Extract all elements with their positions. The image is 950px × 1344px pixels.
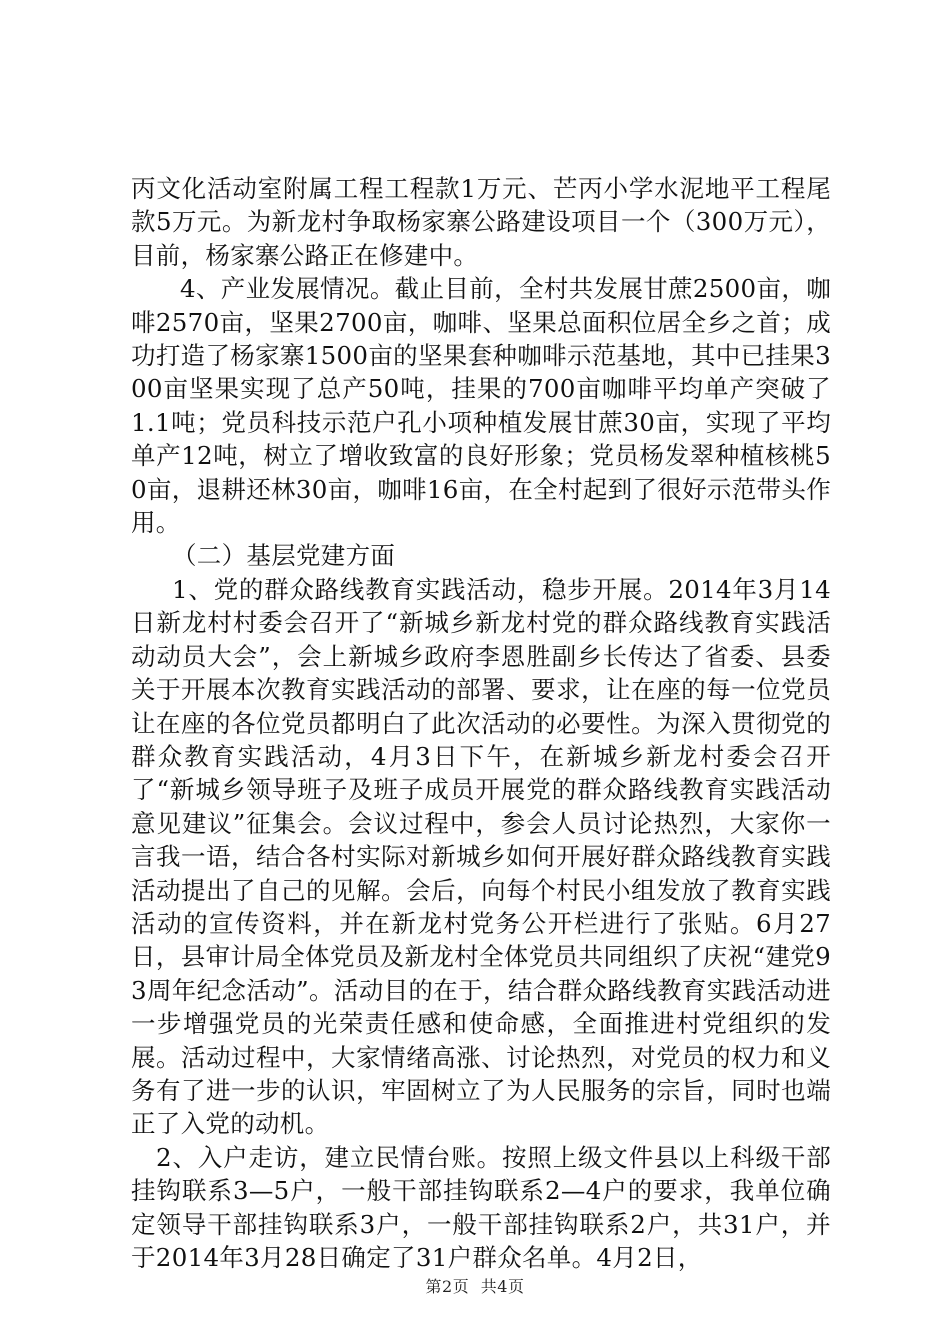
document-body [131,172,831,1274]
paragraph-mass-line-activity: 1、党的群众路线教育实践活动，稳步开展。2014年3月14日新龙村村委会召开了“新城乡新龙村党的群众路线教育实践活动动员大会”，会上新城乡政府李恩胜副乡长传达了省委、县委关于开展本次教育实践活动的部署、要求，让在座的每一位党员让在座的各位党员都明白了此次活动的必要性。为深入贯彻党的群众教育实践活动，4月3日下午，在新城乡新龙村委会召开了“新城乡领导班子及班子成员开展党的群众路线教育实践活动意见建议”征集会。会议过程中，参会人员讨论热烈，大家你一言我一语，结合各村实际对新城乡如何开展好群众路线教育实践活动提出了自己的见解。会后，向每个村民小组发放了教育实践活动的宣传资料，并在新龙村党务公开栏进行了张贴。6月27日，县审计局全体党员及新龙村全体党员共同组织了庆祝“建党93周年纪念活动”。活动目的在于，结合群众路线教育实践活动进一步增强党员的光荣责任感和使命感，全面推进村党组织的发展。活动过程中，大家情绪高涨、讨论热烈，对党员的权力和义务有了进一步的认识，牢固树立了为人民服务的宗旨，同时也端正了入党的动机。 [131,574,832,1139]
page-number: 第2页 [425,1277,470,1296]
page-total: 共4页 [480,1277,525,1296]
page-footer [0,1277,950,1297]
paragraph-continuation: 丙文化活动室附属工程工程款1万元、芒丙小学水泥地平工程尾款5万元。为新龙村争取杨家寨公路建设项目一个（300万元），目前，杨家寨公路正在修建中。 [131,174,831,270]
paragraph-industry-development: 4、产业发展情况。截止目前，全村共发展甘蔗2500亩，咖啡2570亩，坚果2700亩，咖啡、坚果总面积位居全乡之首；成功打造了杨家寨1500亩的坚果套种咖啡示范基地，其中已挂果300亩坚果实现了总产50吨，挂果的700亩咖啡平均单产突破了1.1吨；党员科技示范户孔小项种植发展甘蔗30亩，实现了平均单产12吨，树立了增收致富的良好形象；党员杨发翠种植核桃50亩，退耕还林30亩，咖啡16亩，在全村起到了很好示范带头作用。 [131,274,831,538]
paragraph-household-visits: 2、入户走访，建立民情台账。按照上级文件县以上科级干部挂钩联系3—5户，一般干部挂钩联系2—4户的要求，我单位确定领导干部挂钩联系3户，一般干部挂钩联系2户，共31户，并于2014年3月28日确定了31户群众名单。4月2日， [131,1142,831,1272]
section-heading-party-building: （二）基层党建方面 [172,541,396,571]
